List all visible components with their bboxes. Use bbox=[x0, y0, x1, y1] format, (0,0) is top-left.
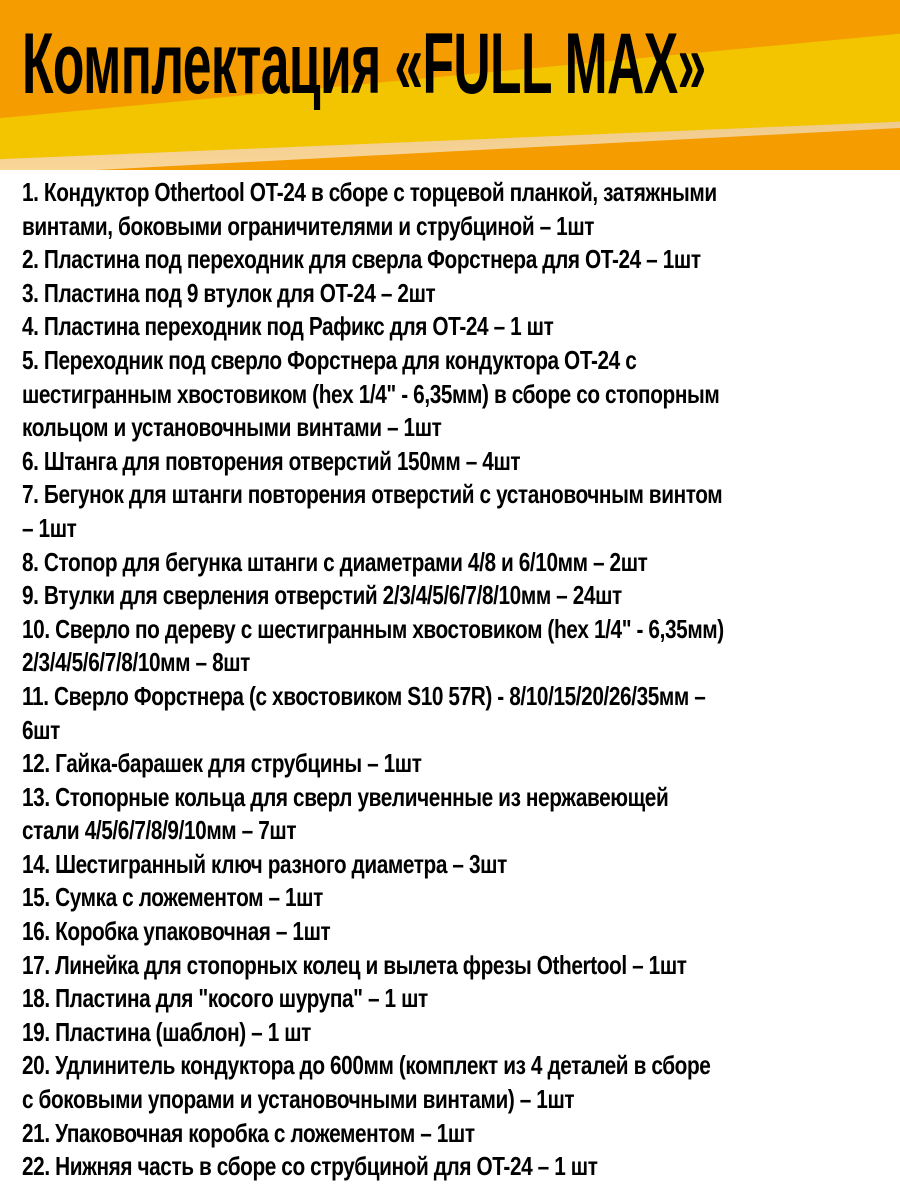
list-item-line: – 1шт bbox=[22, 512, 77, 543]
list-item bbox=[22, 915, 899, 949]
list-item-line: 15. Сумка с ложементом – 1шт bbox=[22, 882, 323, 913]
list-item-line: 2. Пластина под переходник для сверла Форстнера для OT-24 – 1шт bbox=[22, 244, 701, 275]
list-item-line: 10. Сверло по дереву с шестигранным хвостовиком (hex 1/4" - 6,35мм) bbox=[22, 613, 724, 644]
list-item-line: 12. Гайка-барашек для струбцины – 1шт bbox=[22, 748, 422, 779]
list-item bbox=[22, 949, 899, 983]
list-item-line: 7. Бегунок для штанги повторения отверстий с установочным винтом bbox=[22, 479, 723, 510]
list-item bbox=[22, 613, 899, 680]
list-item-line: 2/3/4/5/6/7/8/10мм – 8шт bbox=[22, 647, 250, 678]
list-item-line: 4. Пластина переходник под Рафикс для OT-24 – 1 шт bbox=[22, 311, 554, 342]
list-item-line: 22. Нижняя часть в сборе со струбциной для OT-24 – 1 шт bbox=[22, 1151, 598, 1182]
list-item-line: 6шт bbox=[22, 714, 60, 745]
page-title: Комплектация «FULL MAX» bbox=[22, 16, 706, 112]
list-item bbox=[22, 982, 899, 1016]
list-item-line: 1. Кондуктор Othertool OT-24 в сборе с торцевой планкой, затяжными bbox=[22, 177, 717, 207]
list-item bbox=[22, 680, 899, 747]
list-item-line: 11. Сверло Форстнера (с хвостовиком S10 57R) - 8/10/15/20/26/35мм – bbox=[22, 680, 706, 711]
list-item bbox=[22, 310, 899, 344]
list-item-line: 19. Пластина (шаблон) – 1 шт bbox=[22, 1016, 311, 1047]
list-item-line: 6. Штанга для повторения отверстий 150мм – 4шт bbox=[22, 445, 521, 476]
list-item bbox=[22, 277, 899, 311]
list-item-line: 16. Коробка упаковочная – 1шт bbox=[22, 916, 331, 947]
list-item bbox=[22, 881, 899, 915]
list-item bbox=[22, 579, 899, 613]
list-item-line: 14. Шестигранный ключ разного диаметра – 3шт bbox=[22, 848, 507, 879]
list-item-line: 13. Стопорные кольца для сверл увеличенные из нержавеющей bbox=[22, 781, 669, 812]
list-item-line: 20. Удлинитель кондуктора до 600мм (комплект из 4 деталей в сборе bbox=[22, 1050, 711, 1081]
header-banner bbox=[0, 0, 900, 170]
list-item-line: с боковыми упорами и установочными винтами) – 1шт bbox=[22, 1084, 575, 1115]
list-item bbox=[22, 243, 899, 277]
list-item-line: 9. Втулки для сверления отверстий 2/3/4/5/6/7/8/10мм – 24шт bbox=[22, 580, 622, 611]
list-item bbox=[22, 848, 899, 882]
list-item bbox=[22, 546, 899, 580]
kit-contents-list bbox=[22, 176, 899, 1184]
list-item-line: 21. Упаковочная коробка с ложементом – 1шт bbox=[22, 1117, 475, 1148]
list-item bbox=[22, 445, 899, 479]
list-item bbox=[22, 1150, 899, 1184]
list-item-line: 5. Переходник под сверло Форстнера для кондуктора OT-24 с bbox=[22, 344, 637, 375]
list-item-line: винтами, боковыми ограничителями и струбциной – 1шт bbox=[22, 210, 595, 241]
list-item bbox=[22, 344, 899, 445]
list-item bbox=[22, 478, 899, 545]
list-item-line: 17. Линейка для стопорных колец и вылета фрезы Othertool – 1шт bbox=[22, 949, 687, 980]
list-item bbox=[22, 176, 899, 243]
list-item bbox=[22, 1049, 899, 1116]
list-item-line: стали 4/5/6/7/8/9/10мм – 7шт bbox=[22, 815, 297, 846]
list-item bbox=[22, 781, 899, 848]
list-item-line: кольцом и установочными винтами – 1шт bbox=[22, 412, 442, 443]
list-item-line: 3. Пластина под 9 втулок для OT-24 – 2шт bbox=[22, 277, 436, 308]
list-item bbox=[22, 1016, 899, 1050]
list-item-line: шестигранным хвостовиком (hex 1/4" - 6,35мм) в сборе со стопорным bbox=[22, 378, 720, 409]
list-item bbox=[22, 747, 899, 781]
list-item-line: 18. Пластина для "косого шурупа" – 1 шт bbox=[22, 983, 428, 1014]
list-item-line: 8. Стопор для бегунка штанги с диаметрами 4/8 и 6/10мм – 2шт bbox=[22, 546, 648, 577]
list-item bbox=[22, 1117, 899, 1151]
